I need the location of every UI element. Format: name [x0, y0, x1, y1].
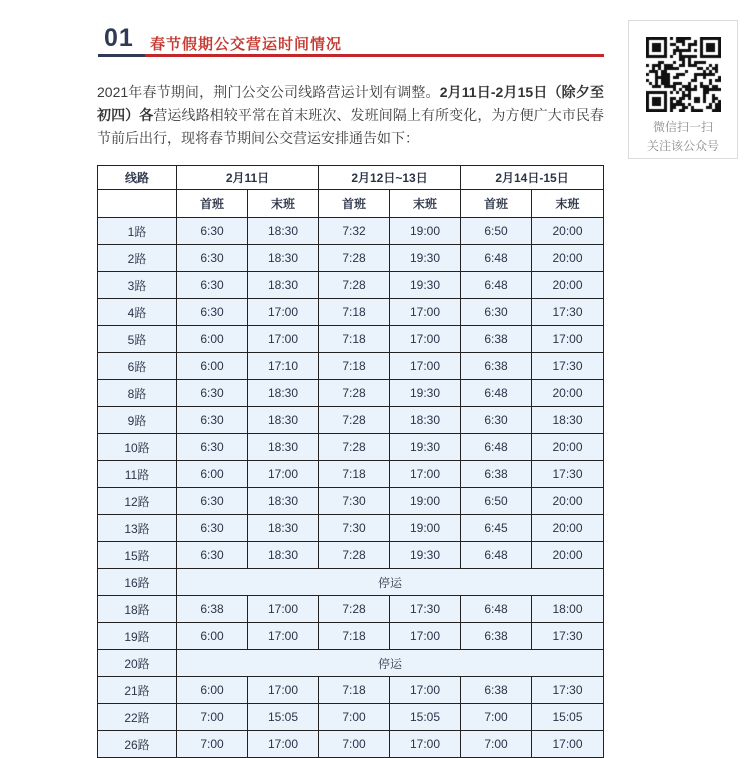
- time-cell: 6:48: [461, 542, 532, 569]
- time-cell: 18:30: [248, 434, 319, 461]
- time-cell: 7:00: [461, 731, 532, 758]
- qr-panel: [628, 20, 738, 159]
- table-row: [98, 218, 604, 245]
- trip-sub-header: 末班: [532, 190, 604, 218]
- time-cell: 17:30: [532, 299, 604, 326]
- date-group-header: 2月14日-15日: [461, 166, 604, 190]
- time-cell: 18:30: [248, 218, 319, 245]
- section-underline-navy: [98, 54, 145, 57]
- time-cell: 6:50: [461, 218, 532, 245]
- trip-sub-header: 首班: [461, 190, 532, 218]
- time-cell: 6:48: [461, 245, 532, 272]
- table-row: [98, 326, 604, 353]
- route-cell: 19路: [98, 623, 177, 650]
- time-cell: 17:00: [390, 326, 461, 353]
- table-row: [98, 353, 604, 380]
- time-cell: 20:00: [532, 488, 604, 515]
- time-cell: 17:30: [532, 623, 604, 650]
- time-cell: 7:30: [319, 488, 390, 515]
- time-cell: 6:38: [461, 677, 532, 704]
- time-cell: 6:48: [461, 272, 532, 299]
- time-cell: 15:05: [532, 704, 604, 731]
- route-cell: 15路: [98, 542, 177, 569]
- time-cell: 6:30: [177, 407, 248, 434]
- time-cell: 20:00: [532, 218, 604, 245]
- date-group-header: 2月12日~13日: [319, 166, 461, 190]
- time-cell: 6:30: [177, 218, 248, 245]
- time-cell: 7:00: [177, 731, 248, 758]
- time-cell: 17:30: [390, 596, 461, 623]
- section-underline-red: [145, 54, 604, 57]
- section-number: 01: [104, 24, 134, 52]
- time-cell: 18:30: [248, 488, 319, 515]
- route-cell: 11路: [98, 461, 177, 488]
- route-cell: 2路: [98, 245, 177, 272]
- time-cell: 17:00: [248, 623, 319, 650]
- table-row: [98, 596, 604, 623]
- route-cell: 10路: [98, 434, 177, 461]
- time-cell: 7:28: [319, 434, 390, 461]
- trip-sub-header: 末班: [390, 190, 461, 218]
- time-cell: 6:00: [177, 623, 248, 650]
- time-cell: 17:00: [390, 353, 461, 380]
- time-cell: 17:00: [390, 461, 461, 488]
- time-cell: 19:00: [390, 515, 461, 542]
- time-cell: 6:38: [461, 461, 532, 488]
- time-cell: 20:00: [532, 434, 604, 461]
- intro-paragraph: [97, 81, 604, 150]
- time-cell: 6:38: [461, 353, 532, 380]
- time-cell: 7:28: [319, 542, 390, 569]
- time-cell: 17:00: [248, 326, 319, 353]
- route-cell: 12路: [98, 488, 177, 515]
- time-cell: 17:00: [390, 623, 461, 650]
- time-cell: 17:00: [248, 596, 319, 623]
- suspended-cell: 停运: [177, 569, 604, 596]
- time-cell: 15:05: [248, 704, 319, 731]
- route-cell: 26路: [98, 731, 177, 758]
- time-cell: 20:00: [532, 245, 604, 272]
- route-cell: 13路: [98, 515, 177, 542]
- table-row: [98, 677, 604, 704]
- time-cell: 20:00: [532, 272, 604, 299]
- time-cell: 7:18: [319, 677, 390, 704]
- route-cell: 4路: [98, 299, 177, 326]
- table-row: [98, 650, 604, 677]
- route-cell: 18路: [98, 596, 177, 623]
- time-cell: 6:30: [177, 299, 248, 326]
- table-row: [98, 569, 604, 596]
- route-cell: 1路: [98, 218, 177, 245]
- time-cell: 7:18: [319, 326, 390, 353]
- section-title: 春节假期公交营运时间情况: [150, 36, 343, 53]
- time-cell: 18:30: [248, 515, 319, 542]
- time-cell: 17:00: [248, 677, 319, 704]
- time-cell: 7:28: [319, 380, 390, 407]
- intro-text-bold: 2月11日-2月15日（除夕至初四）各: [97, 84, 604, 123]
- time-cell: 6:30: [177, 272, 248, 299]
- time-cell: 6:38: [461, 326, 532, 353]
- time-cell: 7:30: [319, 515, 390, 542]
- time-cell: 7:28: [319, 596, 390, 623]
- time-cell: 6:00: [177, 461, 248, 488]
- route-cell: 3路: [98, 272, 177, 299]
- time-cell: 7:18: [319, 461, 390, 488]
- time-cell: 6:30: [177, 488, 248, 515]
- time-cell: 18:30: [248, 380, 319, 407]
- time-cell: 6:38: [461, 623, 532, 650]
- time-cell: 6:48: [461, 434, 532, 461]
- route-column-header: 线路: [98, 166, 177, 190]
- time-cell: 17:00: [248, 299, 319, 326]
- time-cell: 18:30: [248, 542, 319, 569]
- time-cell: 7:18: [319, 623, 390, 650]
- time-cell: 18:30: [390, 407, 461, 434]
- qr-code: [646, 37, 721, 112]
- time-cell: 6:30: [177, 542, 248, 569]
- time-cell: 19:30: [390, 272, 461, 299]
- intro-text-normal-1: 2021年春节期间，荆门公交公司线路营运计划有调整。: [97, 84, 440, 100]
- time-cell: 6:45: [461, 515, 532, 542]
- time-cell: 6:30: [177, 515, 248, 542]
- table-row: [98, 245, 604, 272]
- time-cell: 17:00: [390, 299, 461, 326]
- time-cell: 20:00: [532, 542, 604, 569]
- time-cell: 6:30: [177, 434, 248, 461]
- route-cell: 8路: [98, 380, 177, 407]
- time-cell: 18:30: [532, 407, 604, 434]
- time-cell: 17:00: [390, 731, 461, 758]
- date-group-header: 2月11日: [177, 166, 319, 190]
- route-column-subheader: [98, 190, 177, 218]
- trip-sub-header: 首班: [177, 190, 248, 218]
- time-cell: 6:30: [461, 407, 532, 434]
- table-row: [98, 542, 604, 569]
- route-cell: 22路: [98, 704, 177, 731]
- time-cell: 17:00: [248, 731, 319, 758]
- trip-sub-header: 末班: [248, 190, 319, 218]
- time-cell: 7:28: [319, 272, 390, 299]
- route-cell: 6路: [98, 353, 177, 380]
- time-cell: 7:00: [319, 704, 390, 731]
- time-cell: 6:00: [177, 326, 248, 353]
- table-row: [98, 515, 604, 542]
- time-cell: 15:05: [390, 704, 461, 731]
- table-row: [98, 488, 604, 515]
- time-cell: 17:00: [532, 326, 604, 353]
- time-cell: 19:00: [390, 488, 461, 515]
- time-cell: 18:30: [248, 407, 319, 434]
- table-row: [98, 434, 604, 461]
- time-cell: 19:30: [390, 542, 461, 569]
- table-row: [98, 272, 604, 299]
- qr-caption: [629, 118, 737, 156]
- time-cell: 19:30: [390, 245, 461, 272]
- time-cell: 7:00: [319, 731, 390, 758]
- time-cell: 6:30: [461, 299, 532, 326]
- time-cell: 6:00: [177, 677, 248, 704]
- time-cell: 19:30: [390, 434, 461, 461]
- time-cell: 6:30: [177, 245, 248, 272]
- time-cell: 7:00: [177, 704, 248, 731]
- table-row: [98, 380, 604, 407]
- time-cell: 6:50: [461, 488, 532, 515]
- time-cell: 6:30: [177, 380, 248, 407]
- time-cell: 17:00: [532, 731, 604, 758]
- time-cell: 6:00: [177, 353, 248, 380]
- time-cell: 6:48: [461, 596, 532, 623]
- time-cell: 7:00: [461, 704, 532, 731]
- time-cell: 19:00: [390, 218, 461, 245]
- schedule-table: [97, 165, 604, 758]
- route-cell: 9路: [98, 407, 177, 434]
- time-cell: 7:28: [319, 245, 390, 272]
- time-cell: 20:00: [532, 380, 604, 407]
- qr-caption-line1: 微信扫一扫: [652, 120, 713, 134]
- route-cell: 20路: [98, 650, 177, 677]
- table-row: [98, 704, 604, 731]
- time-cell: 7:18: [319, 299, 390, 326]
- time-cell: 17:10: [248, 353, 319, 380]
- time-cell: 18:00: [532, 596, 604, 623]
- time-cell: 7:28: [319, 407, 390, 434]
- time-cell: 7:32: [319, 218, 390, 245]
- time-cell: 19:30: [390, 380, 461, 407]
- time-cell: 17:30: [532, 353, 604, 380]
- time-cell: 17:30: [532, 677, 604, 704]
- trip-sub-header: 首班: [319, 190, 390, 218]
- section-header: [97, 24, 604, 58]
- time-cell: 17:00: [390, 677, 461, 704]
- time-cell: 6:38: [177, 596, 248, 623]
- qr-caption-line2: 关注该公众号: [646, 139, 719, 153]
- time-cell: 6:48: [461, 380, 532, 407]
- table-row: [98, 731, 604, 758]
- time-cell: 18:30: [248, 245, 319, 272]
- suspended-cell: 停运: [177, 650, 604, 677]
- table-row: [98, 461, 604, 488]
- time-cell: 20:00: [532, 515, 604, 542]
- time-cell: 18:30: [248, 272, 319, 299]
- route-cell: 16路: [98, 569, 177, 596]
- route-cell: 5路: [98, 326, 177, 353]
- time-cell: 17:00: [248, 461, 319, 488]
- intro-text-normal-2: 营运线路相较平常在首末班次、发班间隔上有所变化，为方便广大市民春节前后出行，现将春节期间公交营运安排通告如下：: [97, 107, 604, 146]
- table-row: [98, 407, 604, 434]
- route-cell: 21路: [98, 677, 177, 704]
- time-cell: 7:18: [319, 353, 390, 380]
- time-cell: 17:30: [532, 461, 604, 488]
- table-row: [98, 623, 604, 650]
- table-row: [98, 299, 604, 326]
